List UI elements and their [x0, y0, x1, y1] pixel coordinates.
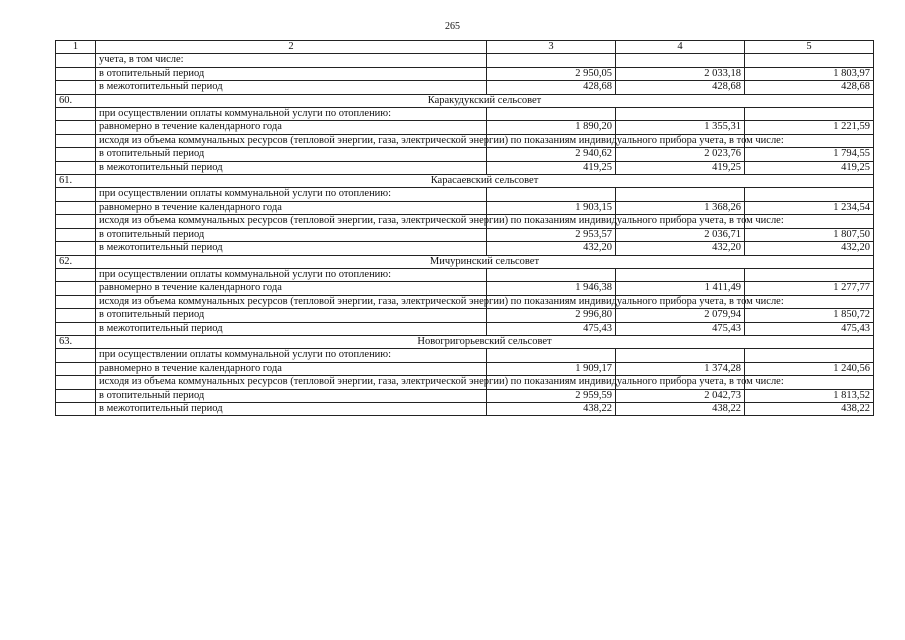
table-row	[56, 349, 874, 362]
number-cell	[56, 268, 96, 281]
section-header-row	[56, 255, 874, 268]
number-cell	[56, 188, 96, 201]
row-label: исходя из объема коммунальных ресурсов (тепловой энергии, газа, электрической энергии) по показаниям индивидуального прибора учета, в том числе:	[96, 376, 487, 389]
value-cell: 2 953,57	[487, 228, 616, 241]
value-cell: 2 950,05	[487, 67, 616, 80]
number-cell	[56, 282, 96, 295]
value-cell: 2 959,59	[487, 389, 616, 402]
header-cell-4: 4	[616, 41, 745, 54]
row-label: в отопительный период	[96, 228, 487, 241]
value-cell: 1 240,56	[745, 362, 874, 375]
value-cell	[745, 188, 874, 201]
section-title: Карасаевский сельсовет	[96, 175, 874, 188]
value-cell: 1 903,15	[487, 201, 616, 214]
value-cell: 2 033,18	[616, 67, 745, 80]
table-row	[56, 228, 874, 241]
table-row	[56, 148, 874, 161]
number-cell	[56, 54, 96, 67]
section-title: Мичуринский сельсовет	[96, 255, 874, 268]
table-row	[56, 282, 874, 295]
row-label: при осуществлении оплаты коммунальной услуги по отоплению:	[96, 349, 487, 362]
number-cell	[56, 81, 96, 94]
section-number: 60.	[56, 94, 96, 107]
row-label: в отопительный период	[96, 389, 487, 402]
number-cell	[56, 322, 96, 335]
value-cell	[616, 54, 745, 67]
number-cell	[56, 134, 96, 147]
row-label: при осуществлении оплаты коммунальной услуги по отоплению:	[96, 108, 487, 121]
number-cell	[56, 389, 96, 402]
value-cell	[616, 188, 745, 201]
number-cell	[56, 362, 96, 375]
row-label: исходя из объема коммунальных ресурсов (тепловой энергии, газа, электрической энергии) по показаниям индивидуального прибора учета, в том числе:	[96, 295, 487, 308]
row-label: в межотопительный период	[96, 242, 487, 255]
value-cell	[487, 54, 616, 67]
value-cell: 1 234,54	[745, 201, 874, 214]
number-cell	[56, 376, 96, 389]
value-cell: 432,20	[616, 242, 745, 255]
value-cell: 1 277,77	[745, 282, 874, 295]
row-label: в межотопительный период	[96, 81, 487, 94]
value-cell	[745, 349, 874, 362]
value-cell	[616, 108, 745, 121]
number-cell	[56, 349, 96, 362]
section-header-row	[56, 335, 874, 348]
value-cell: 2 023,76	[616, 148, 745, 161]
number-cell	[56, 201, 96, 214]
row-label: равномерно в течение календарного года	[96, 282, 487, 295]
table-row	[56, 134, 874, 147]
value-cell	[616, 268, 745, 281]
tariff-table	[55, 40, 874, 416]
value-cell	[487, 349, 616, 362]
row-label: в отопительный период	[96, 148, 487, 161]
row-label: при осуществлении оплаты коммунальной услуги по отоплению:	[96, 188, 487, 201]
table-row	[56, 67, 874, 80]
value-cell: 1 813,52	[745, 389, 874, 402]
table-row	[56, 242, 874, 255]
table-row	[56, 188, 874, 201]
value-cell: 419,25	[487, 161, 616, 174]
number-cell	[56, 215, 96, 228]
value-cell: 1 909,17	[487, 362, 616, 375]
table-row	[56, 108, 874, 121]
value-cell: 1 221,59	[745, 121, 874, 134]
value-cell: 438,22	[487, 402, 616, 415]
section-header-row	[56, 175, 874, 188]
value-cell: 1 946,38	[487, 282, 616, 295]
section-number: 63.	[56, 335, 96, 348]
value-cell: 2 996,80	[487, 309, 616, 322]
value-cell: 428,68	[487, 81, 616, 94]
number-cell	[56, 161, 96, 174]
number-cell	[56, 148, 96, 161]
row-label: в межотопительный период	[96, 402, 487, 415]
header-cell-3: 3	[487, 41, 616, 54]
number-cell	[56, 121, 96, 134]
section-number: 61.	[56, 175, 96, 188]
value-cell: 1 368,26	[616, 201, 745, 214]
value-cell: 432,20	[745, 242, 874, 255]
value-cell	[745, 54, 874, 67]
section-number: 62.	[56, 255, 96, 268]
table-row	[56, 161, 874, 174]
number-cell	[56, 67, 96, 80]
value-cell	[487, 188, 616, 201]
number-cell	[56, 108, 96, 121]
row-label: равномерно в течение календарного года	[96, 362, 487, 375]
row-label: при осуществлении оплаты коммунальной услуги по отоплению:	[96, 268, 487, 281]
value-cell	[487, 108, 616, 121]
value-cell: 1 374,28	[616, 362, 745, 375]
number-cell	[56, 242, 96, 255]
row-label: исходя из объема коммунальных ресурсов (тепловой энергии, газа, электрической энергии) по показаниям индивидуального прибора учета, в том числе:	[96, 215, 487, 228]
row-label: учета, в том числе:	[96, 54, 487, 67]
table-row	[56, 389, 874, 402]
table-header-row	[56, 41, 874, 54]
value-cell: 432,20	[487, 242, 616, 255]
row-label: в отопительный период	[96, 67, 487, 80]
value-cell: 1 850,72	[745, 309, 874, 322]
table-row	[56, 362, 874, 375]
page-number: 265	[445, 21, 460, 32]
table-row	[56, 81, 874, 94]
value-cell: 438,22	[745, 402, 874, 415]
value-cell: 1 794,55	[745, 148, 874, 161]
section-header-row	[56, 94, 874, 107]
section-title: Каракудукский сельсовет	[96, 94, 874, 107]
value-cell	[616, 349, 745, 362]
table-row	[56, 376, 874, 389]
value-cell: 475,43	[616, 322, 745, 335]
value-cell	[745, 268, 874, 281]
value-cell: 1 890,20	[487, 121, 616, 134]
number-cell	[56, 309, 96, 322]
header-cell-1: 1	[56, 41, 96, 54]
number-cell	[56, 228, 96, 241]
table-row	[56, 309, 874, 322]
value-cell: 428,68	[616, 81, 745, 94]
value-cell: 475,43	[487, 322, 616, 335]
header-cell-2: 2	[96, 41, 487, 54]
value-cell: 2 036,71	[616, 228, 745, 241]
table-row	[56, 295, 874, 308]
value-cell: 428,68	[745, 81, 874, 94]
header-cell-5: 5	[745, 41, 874, 54]
value-cell	[487, 268, 616, 281]
table-row	[56, 54, 874, 67]
row-label: равномерно в течение календарного года	[96, 121, 487, 134]
row-label: в межотопительный период	[96, 161, 487, 174]
row-label: в межотопительный период	[96, 322, 487, 335]
value-cell: 2 940,62	[487, 148, 616, 161]
table-row	[56, 121, 874, 134]
value-cell: 2 042,73	[616, 389, 745, 402]
table-row	[56, 201, 874, 214]
table-row	[56, 215, 874, 228]
number-cell	[56, 295, 96, 308]
value-cell: 1 807,50	[745, 228, 874, 241]
row-label: в отопительный период	[96, 309, 487, 322]
row-label: исходя из объема коммунальных ресурсов (тепловой энергии, газа, электрической энергии) по показаниям индивидуального прибора учета, в том числе:	[96, 134, 487, 147]
section-title: Новогригорьевский сельсовет	[96, 335, 874, 348]
value-cell: 438,22	[616, 402, 745, 415]
value-cell: 475,43	[745, 322, 874, 335]
value-cell	[745, 108, 874, 121]
table-row	[56, 402, 874, 415]
value-cell: 2 079,94	[616, 309, 745, 322]
row-label: равномерно в течение календарного года	[96, 201, 487, 214]
value-cell: 1 803,97	[745, 67, 874, 80]
value-cell: 419,25	[616, 161, 745, 174]
value-cell: 1 355,31	[616, 121, 745, 134]
table-row	[56, 268, 874, 281]
table-row	[56, 322, 874, 335]
value-cell: 419,25	[745, 161, 874, 174]
value-cell: 1 411,49	[616, 282, 745, 295]
number-cell	[56, 402, 96, 415]
